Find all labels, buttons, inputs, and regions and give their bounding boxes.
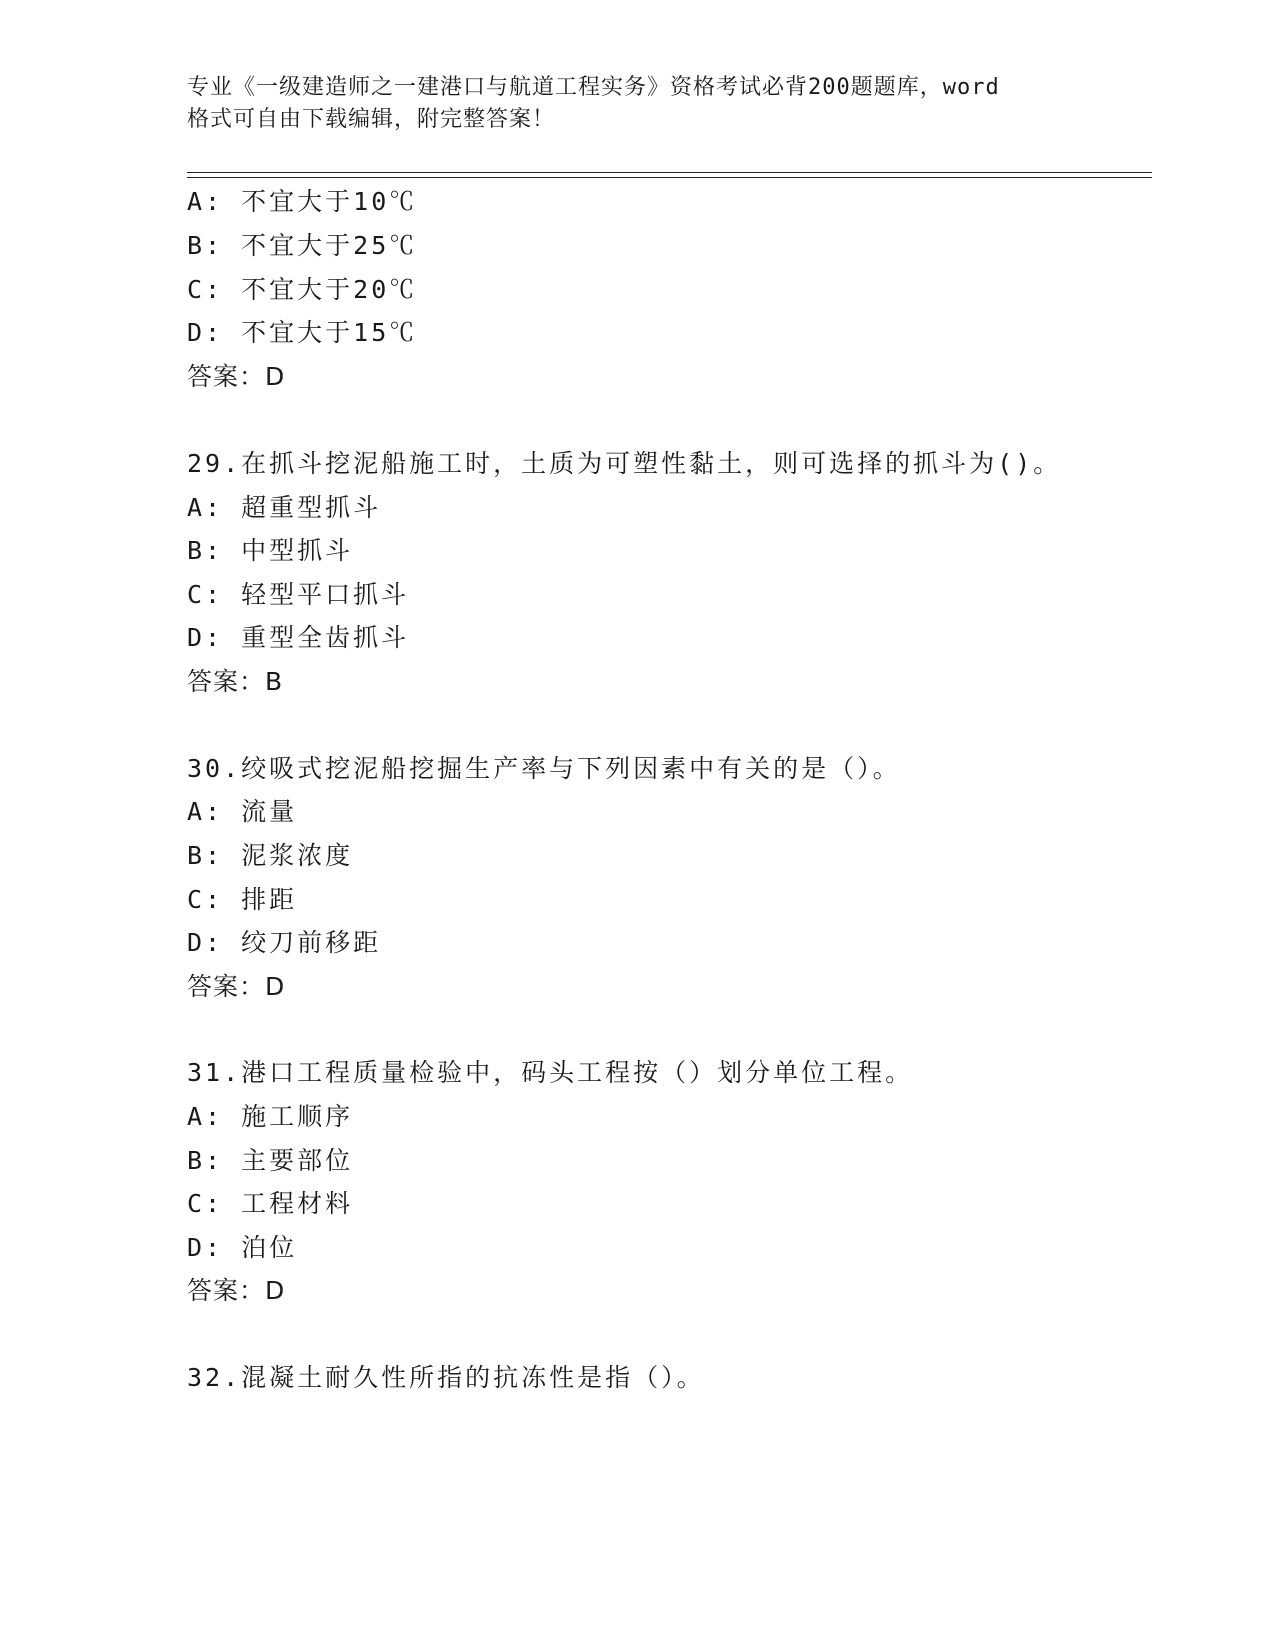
header-rule-top	[187, 172, 1152, 173]
option-b: B: 泥浆浓度	[187, 841, 354, 870]
option-d: D: 绞刀前移距	[187, 928, 382, 957]
header-line-1: 专业《一级建造师之一建港口与航道工程实务》资格考试必背200题题库，word	[187, 75, 1000, 100]
option-c: C: 轻型平口抓斗	[187, 580, 410, 609]
answer: 答案：B	[187, 667, 284, 696]
option-a: A: 流量	[187, 797, 298, 826]
option-b: B: 中型抓斗	[187, 536, 354, 565]
option-d: D: 泊位	[187, 1233, 298, 1262]
page-header	[187, 72, 1067, 136]
option-c: C: 排距	[187, 885, 298, 914]
header-line-2: 格式可自由下载编辑，附完整答案！	[187, 107, 556, 132]
option-b: B: 不宜大于25℃	[187, 231, 418, 260]
option-d: D: 不宜大于15℃	[187, 318, 418, 347]
answer: 答案：D	[187, 362, 286, 391]
question-stem: 32.混凝土耐久性所指的抗冻性是指（）。	[187, 1363, 705, 1392]
question-stem: 30.绞吸式挖泥船挖掘生产率与下列因素中有关的是（）。	[187, 754, 901, 783]
question-stem: 29.在抓斗挖泥船施工时，土质为可塑性黏土，则可选择的抓斗为()。	[187, 449, 1062, 478]
option-a: A: 施工顺序	[187, 1102, 354, 1131]
answer: 答案：D	[187, 972, 286, 1001]
header-rule-bottom	[187, 177, 1152, 178]
option-a: A: 超重型抓斗	[187, 493, 382, 522]
question-stem: 31.港口工程质量检验中，码头工程按（）划分单位工程。	[187, 1058, 914, 1087]
answer: 答案：D	[187, 1276, 286, 1305]
option-c: C: 不宜大于20℃	[187, 275, 418, 304]
option-b: B: 主要部位	[187, 1146, 354, 1175]
option-d: D: 重型全齿抓斗	[187, 623, 410, 652]
option-a: A: 不宜大于10℃	[187, 187, 418, 216]
option-c: C: 工程材料	[187, 1189, 354, 1218]
